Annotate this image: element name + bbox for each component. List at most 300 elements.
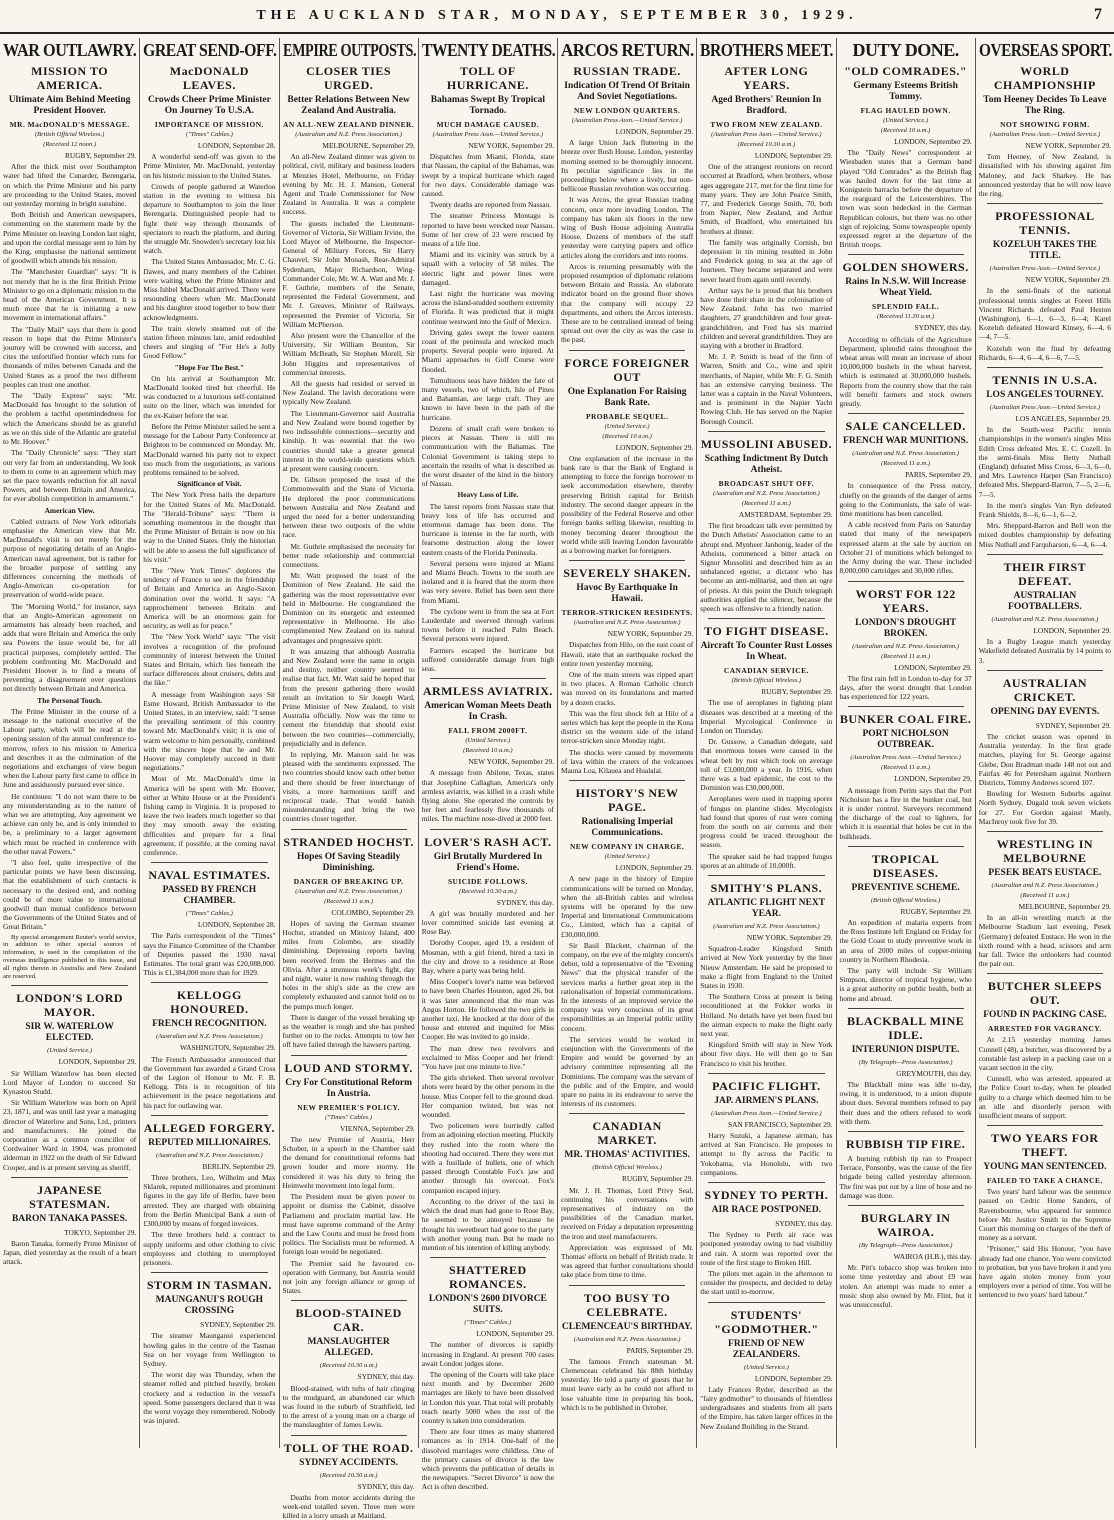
headline: TWENTY DEATHS.	[421, 40, 556, 60]
story-byline: MUCH DAMAGE CAUSED.	[436, 120, 540, 129]
wire-source: (British Official Wireless.)	[34, 131, 105, 138]
story-headline: WRESTLING IN MELBOURNE	[996, 836, 1094, 865]
dateline: SAN FRANCISCO, September 29.	[727, 1119, 833, 1129]
story-divider	[848, 1008, 964, 1009]
story-divider	[848, 413, 964, 414]
wire-source: (British Official Wireless.)	[731, 677, 802, 685]
column-1	[0, 38, 139, 1448]
story-paragraph: In a Rugby League match yesterday Wakefield defeated Australia by 14 points to 3.	[978, 637, 1111, 665]
story-byline: DANGER OF BREAKING UP.	[293, 876, 404, 886]
story-paragraph: The Paris correspondent of the "Times" says the Finance Committee of the Chamber of Deputies passed the 1930 naval Estimates. The total grant was £20,088,000. This is £1,384,000 more than for 1929.	[143, 931, 276, 978]
story-divider	[848, 846, 964, 847]
received-time: (Received 11 a.m.)	[1020, 891, 1070, 899]
story-paragraph: The "New York World" says: "The visit involves a recognition of the profound community of interest between the United States and Britain, which lies beneath the surface differences about cruisers, debts and the like."	[143, 632, 276, 688]
story-paragraph: Sir Basil Blackett, chairman of the company, on the eve of the mighty concern's debut, told a representative of the "Evening News" that the physical transfer of the services marks a further great step in the rationalisation of Imperial communications. In the interests of an improved service the company was very conscious of its great responsibilities as an Imperial public utility concern.	[561, 940, 694, 1033]
received-time: (Received 11.30 a.m.)	[877, 313, 935, 321]
story-divider	[848, 1131, 964, 1132]
story-paragraph: The opening of the Courts will take place next month and by December 2600 marriages are likely to have been dissolved in London this year. That total will probably reach nearly 5000 when the rest of the country is taken into consideration.	[421, 1369, 554, 1425]
story-paragraph: Dispatches from Hilo, on the east coast of Hawaii, state that an earthquake rocked the entire town yesterday morning.	[561, 640, 694, 668]
story-paragraph: Squadron-Leader Kingsford Smith arrived at New York yesterday by the liner Nieuw Amsterdam. He said he proposed to make a flight from England to the United States in 1930.	[700, 944, 833, 990]
story-divider	[569, 560, 685, 561]
story-paragraph: Mrs. Sheppard-Barron and Bell won the mixed doubles championship by defeating Miss Nuthall and Farquharson, 6—4, 6—4.	[978, 521, 1111, 549]
story-paragraph: An expedition of malaria experts from the Ross Institute left England on Friday for the Gold Coast to study preventive work in an area of 2000 miles of copper-mining country in Northern Rhodesia.	[839, 917, 972, 964]
story-headline: SYDNEY TO PERTH.	[704, 1188, 829, 1203]
story-deck: Rains In N.S.W. Will Increase Wheat Yield.	[845, 277, 967, 299]
dateline: LONDON, September 29.	[476, 1329, 554, 1339]
story-byline: TERROR-STRICKEN RESIDENTS.	[561, 608, 693, 618]
story-headline: SEVERELY SHAKEN.	[563, 566, 692, 581]
story-paragraph: Deaths from motor accidents during the week-end totalled seven. Three men were killed in a lorry smash at Maitland.	[282, 1492, 415, 1520]
dateline: RUGBY, September 29.	[900, 906, 972, 916]
story-deck: Aircraft To Counter Rust Losses In Wheat.	[700, 641, 833, 663]
story-divider	[987, 367, 1103, 368]
wire-source: (Australian and N.Z. Press Association.)	[155, 1151, 263, 1159]
story-paragraph: The New York Press hails the departure for the United States of Mr. MacDonald. The "Herald-Tribune" says: "There is something momentous in the thought that the Prime Minister of Britain is now on his way to the United States. Only the historian will be able to assess the full significance of his visit."	[143, 490, 276, 564]
story-paragraph: "I also feel, quite irrespective of the particular points we have been discussing, that the establishment of such contacts is necessary to the desired end, and nothing could be of more value to international goodwill than mutual confidence between the Governments of the United States and of Great Britain."	[3, 858, 137, 932]
story-divider	[291, 1300, 407, 1301]
story-deck: LONDON'S 2600 DIVORCE SUITS.	[428, 1294, 547, 1316]
story-byline: NOT SHOWING FORM.	[1000, 120, 1090, 129]
story-paragraph: Two policemen were hurriedly called from an adjoining election meeting. Pluckily they rushed into the room where the shooting had occurred. There they were met with a fusillade of bullets, one of which passed through Constable Fox's jaw and another through his overcoat. Fox's companion escaped injury.	[421, 1121, 554, 1195]
story-divider	[430, 1257, 546, 1258]
story-paragraph: The cyclone went in from the sea at Fort Lauderdale and swerved through various towns before it reached Palm Beach. Several persons were injured.	[421, 606, 554, 644]
story-paragraph: The cricket season was opened in Australia yesterday. In the first grade matches, playing for St. George against Glebe, Don Bradman made 148 not out and Fairfax 46 for Petersham against Northern Districts, Tommy Andrews scored 107.	[978, 731, 1111, 787]
story-headline: WORST FOR 122 YEARS.	[855, 586, 956, 615]
story-paragraph: The "Daily News" correspondent at Wiesbaden states that a German band played "Old Comrades" as the British flag was hauled down for the last time at Konigstein barracks before the departure of the rearguard of the Leicestershires. The town was soon bedecked in the German Republican colours, but there was no other sign of rejoicing. Some townspeople openly expressed regret at the departure of the British troops.	[839, 148, 972, 250]
dateline: RUGBY, September 29.	[761, 687, 833, 697]
story-headline: TWO YEARS FOR THEFT.	[991, 1131, 1099, 1160]
dateline: NEW YORK, September 29.	[1025, 275, 1111, 285]
story-paragraph: The first broadcast talk ever permitted by the Dutch Atheists' Association came to an abrupt end. Mynheer Janhonig, leader of the Atheists, commenced a bitter attack on Signor Mussolini and described him as an unbalanced egotist, a dictator who has become an anti-militarist, and then an ogre of priests. At this point the Dutch telegraph authorities applied the silencer, because the speech was offensive to a friendly nation.	[700, 521, 833, 613]
story-deck: Cry For Constitutional Reform In Austria.	[285, 1077, 412, 1099]
story-divider	[569, 780, 685, 781]
story-paragraph: A message from Perim says that the Port Nicholson has a fire in the bunker coal, but it is under control. Surveyors recommend the discharge of the coal to lighters, for which it is essential that holes be cut in the bulkheads.	[839, 785, 972, 841]
dateline: LONDON, September 28.	[197, 920, 276, 930]
story-headline: AUSTRALIAN CRICKET.	[1002, 675, 1088, 704]
story-headline: SALE CANCELLED.	[845, 419, 966, 434]
story-divider	[569, 1285, 685, 1286]
story-headline: BURGLARY IN WAIROA.	[860, 1211, 951, 1239]
story-paragraph: Mr. J. H. Thomas, Lord Privy Seal, continuing his conversations with representatives of industry on the possibilities of the Canadian market, received on Friday a deputation representing the iron and steel manufacturers.	[561, 1185, 694, 1241]
wire-source: (Australian Press Assn.—United Service.)	[711, 131, 822, 138]
story-headline: LOUD AND STORMY.	[284, 1060, 413, 1075]
dateline: VIENNA, September 29.	[340, 1123, 415, 1133]
wire-source: (United Service.)	[465, 737, 511, 745]
story-divider	[987, 670, 1103, 671]
dateline: SYDNEY, this day.	[357, 1481, 415, 1491]
story-paragraph: Dr. Gibson proposed the toast of the Commonwealth and the State of Victoria. He deplored the poor communications between Australia and New Zealand and urged the need for a better understanding between these two outposts of the white race.	[282, 475, 415, 540]
wire-source: ("Times" Cables.)	[464, 1319, 512, 1327]
story-headline: STORM IN TASMAN.	[146, 1278, 272, 1293]
dateline: LONDON, September 29.	[894, 662, 972, 672]
wire-source: (By Telegraph—Press Association.)	[858, 1058, 953, 1066]
story-byline: FLAG HAULED DOWN.	[860, 106, 951, 115]
dateline: SYDNEY, September 29.	[200, 1320, 276, 1330]
received-time: (Received 12 noon.)	[43, 141, 97, 148]
wire-source: ("Times" Cables.)	[325, 1113, 373, 1121]
story-deck: PESEK BEATS EUSTACE.	[988, 867, 1102, 878]
story-divider	[708, 875, 824, 876]
story-paragraph: One of the main streets was ripped apart in two places. A Roman Catholic church was moved on its foundations and marred by a dozen cracks.	[561, 669, 694, 707]
story-deck: AIR RACE POSTPONED.	[711, 1205, 822, 1216]
story-deck: FRIEND OF NEW ZEALANDERS.	[728, 1338, 805, 1360]
dateline: WAIROA (H.B.), this day.	[893, 1252, 972, 1261]
story-headline: STRANDED HOCHST.	[283, 834, 414, 849]
story-byline: PROBABLE SEQUEL.	[585, 411, 669, 421]
story-paragraph: Tumultuous seas have hidden the fate of many vessels, two of which, Isle of Pines and Bahamian, are large craft. They are known to have been in the path of the hurricane.	[421, 375, 554, 422]
story-paragraph: Arcos is returning presumably with the proposed resumption of diplomatic relations between Britain and Russia. An elaborate indicator board on the ground floor shows that the company will occupy 22 departments, and others the Arcos interests. These are to be centralised instead of being spread out over the city as was the case in the past.	[561, 261, 694, 345]
story-deck: Hopes Of Saving Steadily Diminishing.	[297, 851, 401, 873]
story-byline: SPLENDID FALL.	[872, 302, 940, 312]
story-paragraph: The "Manchester Guardian" says: "It is not merely that he is the first British Prime Minister to go on a diplomatic mission to the head of the American Government. It is much more that he is initiating a new movement in international affairs."	[3, 267, 137, 323]
story-paragraph: All the guests had resided or served in New Zealand. The lavish decorations were typically New Zealand.	[282, 379, 415, 407]
story-paragraph: In the men's singles Van Ryn defeated Frank Shields, 8—6, 6—1, 6—2.	[978, 500, 1111, 520]
story-deck: One Explanation For Raising Bank Rate.	[567, 386, 687, 408]
story-deck: LONDON'S DROUGHT BROKEN.	[855, 617, 957, 639]
headline: ARCOS RETURN.	[561, 40, 694, 60]
story-paragraph: Miami and its vicinity was struck by a squall with a velocity of 58 miles. The electric light and power lines were damaged.	[421, 250, 554, 287]
story-headline: SHATTERED ROMANCES.	[449, 1263, 527, 1292]
wire-source: (British Official Wireless.)	[592, 1164, 662, 1172]
story-deck: American Woman Meets Death In Crash.	[424, 701, 552, 723]
story-paragraph: The Blackball mine was idle to-day, owing, it is understood, to a union dispute about dues. Several members refused to pay their dues and the others refused to work with them.	[839, 1079, 972, 1126]
story-divider	[848, 1205, 964, 1206]
story-paragraph: Harry Suzuki, a Japanese airman, has arrived at San Francisco. He proposes to attempt to fly across the Pacific to Yokohama, via Honolulu, with two companions.	[700, 1131, 833, 1177]
received-time: (Received 10 a.m.)	[602, 432, 652, 440]
story-paragraph: Hopes of saving the German steamer Hochst, stranded on Minicoy Island, 400 miles from Colombo, are steadily diminishing. Depressing reports having been received from the Hermes and the Olivia. After a strenuous week's fight, day and night, water is now rushing through the holes in the ship's side as the crew are completely exhausted and cannot hold on to the pumps much longer.	[282, 918, 415, 1011]
received-time: (Received 10 a.m.)	[463, 747, 513, 755]
headline: BROTHERS MEET.	[700, 40, 834, 60]
received-time: (Received 11 a.m.)	[741, 499, 791, 507]
story-headline: LONDON'S LORD MAYOR.	[16, 991, 124, 1020]
story-divider	[430, 829, 546, 830]
story-deck: INTERUNION DISPUTE.	[851, 1044, 960, 1055]
story-paragraph: Before the Prime Minister sailed he sent a message for the Labour Party Conference at Brighton to be commenced on Monday. Mr. MacDonald warned his party not to expect too much from the negotiations, as various problems remained to be solved.	[143, 421, 276, 477]
story-divider	[569, 350, 685, 351]
story-paragraph: Blood-stained, with tufts of hair clinging to the mudguard, an abandoned car which was found in the suburb of Strathfield, led to the arrest of a young man on a charge of the manslaughter of James Lewis.	[282, 1383, 415, 1430]
story-divider	[848, 706, 964, 707]
story-deck: MANSLAUGHTER ALLEGED.	[307, 1337, 390, 1359]
story-divider	[708, 618, 824, 619]
footnote: By special arrangement Reuter's world service, in addition to other special sources of information, is used in the compilation of the overseas intelligence published in this issue, and all rights therein in Australia and New Zealand are reserved.	[3, 933, 137, 980]
wire-source: (Australian and N.Z. Press Association.)	[991, 881, 1099, 889]
story-deck: Crowds Cheer Prime Minister On Journey To U.S.A.	[147, 95, 271, 116]
story-headline: TO FIGHT DISEASE.	[704, 624, 829, 639]
story-paragraph: Mr. Pitt's tobacco shop was broken into some time yesterday and about £9 was stolen. An attempt was made to enter a music shop also owned by Mr. Flint, but it was unsuccessful.	[839, 1263, 972, 1310]
story-deck: FRENCH RECOGNITION.	[152, 1019, 267, 1030]
story-headline: SMITHY'S PLANS.	[710, 880, 823, 895]
wire-source: (Australian and N.Z. Press Association.)	[573, 619, 681, 627]
headline: DUTY DONE.	[852, 40, 959, 60]
dateline: NEW YORK, September 29.	[607, 629, 694, 639]
story-divider	[11, 985, 128, 986]
dateline: NEW YORK, September 29.	[468, 141, 554, 150]
story-paragraph: Tom Heeney, of New Zealand, is dissatisfied with his showing against Jim Maloney, and Jack Sharkey. He has announced yesterday that he will now leave the ring.	[978, 152, 1111, 199]
story-deck: BARON TANAKA PASSES.	[11, 1213, 128, 1224]
subheadline: MISSION TO AMERICA.	[31, 64, 109, 92]
story-paragraph: Sir William Waterlow has been elected Lord Mayor of London to succeed Sir Kynaston Studd.	[3, 1068, 137, 1097]
story-paragraph: Cunnell, who was arrested, appeared at the Police Court to-day, when he pleaded guilty to a charge which deemed him to be an idle and disorderly person with insufficient means of support.	[978, 1074, 1111, 1120]
story-paragraph: The Personal Touch.	[37, 695, 102, 705]
story-divider	[291, 829, 407, 830]
story-byline: SUICIDE FOLLOWS.	[447, 876, 528, 886]
story-deck: Tom Heeney Decides To Leave The Ring.	[983, 95, 1107, 116]
story-deck: Germany Esteems British Tommy.	[853, 81, 958, 102]
story-divider	[848, 254, 964, 255]
story-headline: KELLOGG HONOURED.	[170, 988, 249, 1017]
dateline: LONDON, September 29.	[615, 863, 694, 873]
story-divider	[430, 678, 546, 679]
wire-source: (Australian and N.Z. Press Association.)	[155, 1033, 263, 1041]
wire-source: ("Times" Cables.)	[185, 131, 233, 138]
story-divider	[151, 1272, 267, 1273]
story-byline: NEW LONDON QUARTERS.	[573, 106, 681, 115]
story-paragraph: The United States Ambassador, Mr. C. G. Dawes, and many members of the Cabinet were waiting when the Prime Minister and Miss Ishbel MacDonald arrived. There were resounding cheers when Mr. MacDonald and his daughter stood together to bow their acknowledgments.	[143, 257, 276, 322]
story-byline: TWO FROM NEW ZEALAND.	[710, 120, 823, 129]
story-headline: TENNIS IN U.S.A.	[992, 373, 1098, 388]
story-paragraph: Mr. Guthrie emphasised the necessity for better trade relationship and commercial connections.	[282, 541, 415, 569]
story-paragraph: The "Daily Mail" says that there is good reason to hope that the Prime Minister's journey will be crowned with success, and cites the unfortified frontier which runs for thousands of miles between Canada and the United States as a proof the two different peoples can trust one another.	[3, 324, 137, 389]
story-headline: BLOOD-STAINED CAR.	[295, 1306, 402, 1335]
dateline: SYDNEY, this day.	[496, 897, 554, 907]
story-paragraph: The "Morning World," for instance, says that an Anglo-American agreement on armaments has already been reached, and adds that were Britain and America the only sea Powers the issue would be, for all practical purposes, completely settled. The problem confronting Mr. MacDonald and President Hoover is to find a means of preventing a disagreement over questions not directly between Britain and America.	[3, 601, 137, 694]
story-paragraph: Cabled extracts of New York editorials emphasise the American view that Mr. MacDonald's visit is not merely for the purpose of negotiating details of an Anglo-American naval agreement, but is rather for the broader purpose of settling any differences concerning the methods of Anglo-American co-operation for preservation of world-wide peace.	[3, 516, 137, 600]
dateline: RUGBY, September 29.	[64, 151, 137, 160]
column-8	[975, 38, 1114, 1448]
wire-source: (Australian Press Assn.—United Service.)	[989, 404, 1101, 412]
story-divider	[11, 1177, 128, 1178]
story-paragraph: In the South-west Pacific tennis championships in the women's singles Miss Edith Cross defeated Mrs. E. C. Cozell. In the semi-finals Miss Betty Nuthall (England) defeated Miss Cross, 6—3, 6—0, and Mrs. Lawrence Harper (San Francisco) defeated Mrs. Sheppard-Barron, 7—5, 2—6, 7—5.	[978, 425, 1111, 499]
story-headline: RUBBISH TIP FIRE.	[845, 1136, 966, 1151]
story-paragraph: The speaker said he had trapped fungus spores at an altitude of 10,000ft.	[700, 851, 833, 870]
dateline: LONDON, September 29.	[58, 1057, 137, 1067]
story-divider	[848, 581, 964, 582]
story-paragraph: A new page in the history of Empire communications will be turned on Monday, when the all-British cables and wireless systems will be operated by the new Imperial and International Communications Co., Limited, which has a capital of £30,000,000.	[561, 874, 694, 939]
story-paragraph: Most of Mr. MacDonald's time in America will be spent with Mr. Hoover, either at White House or at the President's fishing camp in Virginia. It is proposed to leave the two leaders much together so that they may smooth away the existing difficulties and prepare for a final agreement, if possible, at the coming naval conference.	[143, 774, 276, 858]
dateline: LONDON, September 29.	[754, 151, 833, 160]
story-byline: NEW COMPANY IN CHARGE.	[569, 842, 685, 852]
story-divider	[708, 1182, 824, 1183]
story-paragraph: Farmers escaped the hurricane but suffered considerable damage from high seas.	[421, 645, 554, 673]
received-time: (Received 11 a.m.)	[881, 764, 931, 772]
story-paragraph: The use of aeroplanes in fighting plant diseases was described at a meeting of the Imperial Mycological Conference in London on Thursday.	[700, 698, 833, 735]
story-paragraph: The French Ambassador announced that the Government has awarded a Grand Cross of the Legion of Honour to Mr. F. B. Kellogg. This is in recognition of his achievement in the peace negotiations and his pact for outlawing war.	[143, 1054, 276, 1110]
story-paragraph: A large Union Jack fluttering in the breeze over Bush House, London, yesterday morning seemed to be thoroughly innocent. Its peculiar significance lies in the proceedings below where a lively, but non-bellicose Russian revolution was occurring.	[561, 138, 694, 194]
story-headline: TOO BUSY TO CELEBRATE.	[583, 1290, 671, 1319]
story-deck: ATLANTIC FLIGHT NEXT YEAR.	[707, 897, 826, 919]
story-paragraph: In consequence of the Press outcry, chiefly on the grounds of the danger of arms going to the Communists, the sale of war-time munitions has been cancelled.	[839, 481, 972, 519]
dateline: TOKYO, September 29.	[64, 1227, 137, 1237]
wire-source: (Australian and N.Z. Press Association.)	[991, 615, 1099, 623]
subheadline: TOLL OF HURRICANE.	[446, 64, 529, 92]
headline: WAR OUTLAWRY.	[3, 40, 137, 60]
story-paragraph: The shocks were caused by movements of lava within the craters of the volcanoes Mauna Loa, Kilauea and Hualalai.	[561, 747, 694, 775]
newspaper-columns	[0, 38, 1114, 1520]
story-deck: PORT NICHOLSON OUTBREAK.	[862, 729, 949, 751]
story-paragraph: In an all-in wrestling match at the Melbourne Stadium last evening, Pesek (Germany) defeated Eustace. He won in the sixth round with a head, scissors and arm bar fall. Twice the onlookers had counted the pair out.	[978, 913, 1111, 969]
story-headline: LOVER'S RASH ACT.	[424, 834, 552, 849]
dateline: MELBOURNE, September 29.	[322, 141, 415, 150]
story-paragraph: The Premier said he favoured co-operation with Germany, but Austria would not join any foreign alliance or group of States.	[282, 1258, 415, 1296]
story-paragraph: At 2.15 yesterday morning James Cunnell (48), a butcher, was discovered by a constable fast asleep in a packing case on a vacant section in the city.	[978, 1035, 1111, 1072]
headline: EMPIRE OUTPOSTS.	[282, 40, 416, 60]
dateline: WASHINGTON, September 29.	[179, 1043, 276, 1053]
story-deck: REPUTED MILLIONAIRES.	[148, 1137, 271, 1148]
story-paragraph: After the thick mist over Southampton water had lifted the Cunarder, Berengaria, on which the Prime Minister and his party are proceeding to the United States, moved out yesterday morning in bright sunshine.	[3, 162, 137, 209]
story-divider	[291, 1055, 407, 1056]
story-paragraph: Aeroplanes were used in trapping spores of fungus on plantine slides. Mycologists had found that spores of rust were coming from the south on air currents and their progress could be traced throughout the season.	[700, 794, 833, 850]
wire-source: (Australian Press Assn.—United Service.)	[571, 117, 683, 124]
story-divider	[569, 1113, 685, 1114]
story-paragraph: The family was originally Cornish, but depression in tin mining resulted in John and Frederick going to sea at the age of fourteen. They became separated and were never heard from again until recently.	[700, 237, 833, 284]
story-paragraph: Also present were the Chancellor of the University, Sir William Brunton, Sir William McBeath, Sir Stephen Morell, Sir John Higgins and representatives of commercial interests.	[282, 331, 415, 377]
story-deck: MR. THOMAS' ACTIVITIES.	[564, 1150, 690, 1161]
story-paragraph: Bowling for Western Suburbs against North Sydney, Dugald took seven wickets for 27. For Gordon against Manly, MacInroy took five for 39.	[978, 789, 1111, 826]
story-paragraph: A cable received from Paris on Saturday stated that many of the newspapers expressed alarm at the sale by auction on October 21 of munitions which belonged to the Army during the war. These included 8,000,000 cartridges and 30,000 rifles.	[839, 520, 972, 576]
story-headline: BUTCHER SLEEPS OUT.	[987, 979, 1102, 1008]
story-divider	[987, 1125, 1103, 1126]
wire-source: (United Service.)	[883, 117, 929, 124]
dateline: LONDON, September 28.	[197, 141, 276, 150]
story-paragraph: The Sydney to Perth air race was postponed yesterday owing to bad visibility and rain. A storm was reported over the route of the first stage to Broken Hill.	[700, 1230, 833, 1267]
subheadline: RUSSIAN TRADE.	[573, 64, 681, 78]
column-2	[139, 38, 278, 1448]
dateline: NEW YORK, September 29.	[746, 932, 833, 942]
received-time: (Received 10.30 a.m.)	[737, 141, 796, 148]
dateline: LONDON, September 29.	[754, 1373, 833, 1383]
story-paragraph: It was amazing that although Australia and New Zealand were the same in origin and destiny, neither country seemed to realise that fact. Mr. Watt said he hoped that from the present gathering there would result an invitation to Sir Joseph Ward, Prime Minister of New Zealand, to visit Australia officially. Now was the time to cement the friendship that should exist between the two countries—commercially, prejudicially and in defence.	[282, 646, 415, 748]
wire-source: (Australian Press Assn.—United Service.)	[850, 754, 961, 762]
received-time: (Received 10.30 a.m.)	[319, 1471, 378, 1479]
story-byline: BROADCAST SHUT OFF.	[718, 478, 815, 488]
story-byline: NEW PREMIER'S POLICY.	[297, 1102, 400, 1112]
story-paragraph: Significance of Visit.	[177, 479, 242, 489]
wire-source: (Australian and N.Z. Press Association.)	[852, 450, 960, 458]
dateline: LONDON, September 29.	[894, 774, 972, 784]
story-byline: IMPORTANCE OF MISSION.	[154, 120, 264, 129]
story-deck: PASSED BY FRENCH CHAMBER.	[162, 885, 257, 907]
received-time: (Received 11 a.m.)	[324, 897, 374, 905]
wire-source: (United Service.)	[604, 422, 650, 430]
wire-source: (Australian Press Assn.—United Service.)	[432, 131, 544, 138]
story-paragraph: Dozens of small craft were broken to pieces at Nassau. There is still no communication with the Bahamas. The Colonial Government is taking steps to ascertain the results of what is described as the worst disaster of the kind in the history of Nassau.	[421, 423, 554, 489]
story-paragraph: According to officials of the Agriculture Department, splendid rains throughout the wheat areas will mean an increase of about 10,000,000 bushels in the wheat harvest, which is estimated at 30,000,000 bushels. Reports from the country show that the rain will benefit farmers and stock owners greatly.	[839, 334, 972, 409]
story-paragraph: There is danger of the vessel breaking up as the weather is rough and she has pushed further on to the rocks. Attempts to tow her off have failed through the hawsers parting.	[282, 1012, 415, 1050]
story-headline: STUDENTS' "GODMOTHER."	[714, 1307, 819, 1336]
dateline: AMSTERDAM, September 29.	[738, 509, 833, 519]
story-divider	[987, 831, 1103, 832]
story-paragraph: "Prisoner," said His Honour, "you have already had one chance. You were convicted to probation, but you have broken it and you have again stolen money from your employers over a period of time. You will be sentenced to two years' hard labour."	[978, 1244, 1111, 1300]
story-paragraph: "Hope For The Best."	[174, 362, 245, 372]
story-deck: PREVENTIVE SCHEME.	[851, 882, 960, 893]
story-headline: PACIFIC FLIGHT.	[712, 1078, 821, 1093]
subheadline: MacDONALD LEAVES.	[169, 64, 249, 92]
story-divider	[151, 1115, 267, 1116]
masthead-title: THE AUCKLAND STAR, MONDAY, SEPTEMBER 30, 1929.	[256, 8, 858, 23]
story-divider	[987, 973, 1103, 974]
story-paragraph: This was the first shock felt at Hilo of a series which has kept the people in the Kona district on the western side of the island terror-stricken since Monday night.	[561, 708, 694, 746]
story-deck: Bahamas Swept By Tropical Tornado.	[430, 95, 546, 116]
story-paragraph: The party will include Sir William Simpson, director of tropical hygiene, who is a great authority on public health, both at home and abroad.	[839, 965, 972, 1003]
story-headline: PROFESSIONAL TENNIS.	[995, 209, 1095, 238]
story-paragraph: The man drew two revolvers and exclaimed to Miss Cooper and her friend: "You have just one minute to live."	[421, 1043, 554, 1072]
story-paragraph: The train slowly steamed out of the station fifteen minutes late, amid redoubled cheers and singing of "For He's a Jolly Good Fellow."	[143, 323, 276, 361]
story-byline: ARRESTED FOR VAGRANCY.	[988, 1024, 1102, 1034]
story-divider	[708, 1302, 824, 1303]
story-deck: AUSTRALIAN FOOTBALLERS.	[1008, 590, 1082, 612]
story-headline: JAPANESE STATESMAN.	[29, 1182, 111, 1211]
wire-source: (British Official Wireless.)	[870, 896, 941, 904]
page-number: 7	[1094, 6, 1102, 23]
subheadline: CLOSER TIES URGED.	[306, 64, 392, 92]
dateline: NEW YORK, September 29.	[468, 757, 554, 767]
story-paragraph: A wonderful send-off was given to the Prime Minister, Mr. MacDonald, yesterday on his historic mission to the United States.	[143, 152, 276, 180]
story-paragraph: He continues: "I do not want there to be any misunderstanding as to the nature of what we are attempting. Any agreement we achieve can only be, and is only intended to be, a preliminary to a larger agreement which must be reached in conference with the other naval Powers."	[3, 791, 137, 856]
story-paragraph: One explanation of the increase in the bank rate is that the Bank of England is attempting to force the foreign borrower to seek accommodation elsewhere, thereby preserving British capital for British industry. The second danger appears in the possibility of the Federal Reserve and other foreign banks selling likewise, resulting in money becoming dearer throughout the world while still leaving London favourable as a borrowing market for foreigners.	[561, 453, 694, 555]
story-paragraph: Miss Cooper's lover's name was believed to have been Charles Houston, aged 26, but it was later announced that the man was Angus Horton. He followed the two girls in another taxi. He knocked at the door of the house and entered and inquired for Miss Cooper. He was invited to go inside.	[421, 977, 554, 1042]
story-headline: HISTORY'S NEW PAGE.	[575, 786, 679, 815]
story-paragraph: Dorothy Cooper, aged 19, a resident of Mosman, with a girl friend, hired a taxi in the city and drove to a residence at Rose Bay, where a party was being held.	[421, 938, 554, 976]
subheadline: WORLD CHAMPIONSHIP	[993, 64, 1096, 92]
story-paragraph: The steamer Princess Montagu is reported to have been wrecked near Nassau. Some of her crew of 23 were rescued by means of a life line.	[421, 211, 554, 249]
story-deck: Aged Brothers' Reunion In Bradford.	[711, 95, 822, 116]
story-headline: THEIR FIRST DEFEAT.	[1003, 559, 1087, 588]
story-divider	[708, 431, 824, 432]
story-paragraph: In the semi-finals of the national professional tennis singles at Forest Hills Vincent Richards defeated Paul Heston (Washington), 6—1, 6—3, 6—4; Karel Kozeluh defeated Howard Kinsey, 6—4, 6—4, 7—5.	[978, 286, 1111, 342]
story-deck: Havoc By Earthquake In Hawaii.	[576, 583, 678, 605]
story-divider	[151, 982, 267, 983]
story-paragraph: The services would be worked in conjunction with the Governments of the Empire and would be governed by an advisory committee representing all the Dominions. The company was the servant of the public and of the Empire, and would spare no pains in its endeavour to serve the interests of its customers.	[561, 1034, 694, 1109]
story-paragraph: It was Arcos, the great Russian trading concern, once more invading London. The company has taken six floors in the new wing of Bush House adjoining Australia House. Dozens of members of the staff yesterday were carrying papers and office articles along the corridors and into rooms.	[561, 195, 694, 260]
story-paragraph: The guests included the Lieutenant-Governor of Victoria, Sir William Irvine, the Lord Mayor of Melbourne, the Inspector-General of Military Forces, Sir Harry Chauvel, Sir John Monash, Rear-Admiral Sydenham, Major Richardson, Wing-Commander Cole, Mr. W. A. Watt and Mr. J. F. Guthrie, members of the Senate, represented the Federal Government, and Mr. J. Greaves, Minister of Railways, represented the Premier of Victoria, Sir William McPherson.	[282, 218, 415, 329]
story-divider	[708, 1073, 824, 1074]
story-deck: LOS ANGELES TOURNEY.	[986, 390, 1104, 401]
story-paragraph: Several persons were injured at Miami and Miami Beach. Towns to the south are isolated and it is feared that the storm there was very severe. Relief has been sent there from Miami.	[421, 558, 554, 605]
story-paragraph: The famous French statesman M. Clemenceau celebrated his 88th birthday yesterday. He told a party of guests that he must leave early as he could not afford to lose valuable time in preparing his book, which is to be published in October.	[561, 1356, 694, 1412]
wire-source: (Australian and N.Z. Press Association.)	[295, 131, 403, 138]
story-deck: FOUND IN PACKING CASE.	[983, 1010, 1107, 1021]
headline: OVERSEAS SPORT.	[978, 40, 1112, 60]
story-byline: CANADIAN SERVICE.	[723, 666, 809, 676]
story-paragraph: Dr. Gussow, a Canadian delegate, said that enormous losses were caused in the wheat belt by rust which took on average toll of £3,000,000 a year. In 1916, when there was a bad epidemic, the cost to the Dominion was £30,000,000.	[700, 737, 833, 793]
wire-source: ("Times" Cables.)	[185, 910, 233, 918]
story-byline: FALL FROM 2000FT.	[448, 726, 528, 736]
story-paragraph: Arthur says he is proud that his brothers have done their share in the colonisation of New Zealand. John has two married daughters, 27 grandchildren and four great-grandchildren, and Fred has six married children and several grandchildren. They are staying with a brother in Bradford.	[700, 285, 833, 351]
dateline: SYDNEY, this day.	[357, 1372, 415, 1382]
story-deck: MAUNGANUI'S ROUGH CROSSING	[155, 1295, 264, 1317]
story-paragraph: A message from Abilene, Texas, states that Josephine Callaghan, America's only armless aviatrix, was killed in a crash while flying alone. She operated the controls by her feet and fearlessly flew thousands of miles. The machine nose-dived at 2000 feet.	[421, 768, 554, 824]
story-byline: AN ALL-NEW ZEALAND DINNER.	[283, 120, 415, 129]
story-paragraph: Mr. Watt proposed the toast of the Dominion of New Zealand. He said the gathering was the most representative ever held in Melbourne. He congratulated the Dominion on its energetic and esteemed representative in Melbourne. He also complimented New Zealand on its natural advantages and progressive spirit.	[282, 571, 415, 645]
wire-source: (Australian and N.Z. Press Association.)	[712, 922, 820, 930]
story-paragraph: The worst day was Thursday, when the steamer rolled and pitched heavily, broken crockery and a reduction in the vessel's speed. Some passengers declared that it was the worst voyage they remembered. Nobody was injured.	[143, 1370, 276, 1426]
story-deck: JAP. AIRMEN'S PLANS.	[714, 1095, 819, 1106]
story-paragraph: Heavy Loss of Life.	[457, 490, 519, 500]
story-deck: SYDNEY ACCIDENTS.	[299, 1457, 399, 1468]
column-5	[557, 38, 696, 1448]
subheadline: "OLD COMRADES."	[844, 64, 968, 78]
column-3	[279, 38, 418, 1520]
story-paragraph: The girls shrieked. Then several revolver shots were heard by the other persons in the house. Miss Cooper fell to the ground dead. Her companion twisted, but was not wounded.	[421, 1073, 554, 1120]
story-paragraph: Two years' hard labour was the sentence passed on Cedric Home Sanders, of Ravensbourne, who appeared for sentence before Mr. Justice Smith in the Supreme Court this morning on charges of the theft of money as a servant.	[978, 1187, 1111, 1243]
dateline: PARIS, September 29.	[626, 1345, 694, 1355]
story-paragraph: The "Daily Express" says: "Mr. MacDonald has brought to the solution of the problem a tactful openmindedness for which the Americans should be as grateful as we on this side of the Atlantic are grateful to Mr. Hoover."	[3, 391, 137, 447]
story-headline: GOLDEN SHOWERS.	[842, 260, 969, 275]
story-paragraph: Baron Tanaka, formerly Prime Minister of Japan, died yesterday as the result of a heart attack.	[3, 1239, 137, 1267]
story-deck: Girl Brutally Murdered In Friend's Home.	[433, 851, 543, 873]
story-headline: FORCE FOREIGNER OUT	[564, 355, 690, 384]
story-paragraph: The Southern Cross at present is being reconditioned at the Fokker works in Holland. No details have yet been fixed but the airman expects to make the flight early next year.	[700, 992, 833, 1039]
